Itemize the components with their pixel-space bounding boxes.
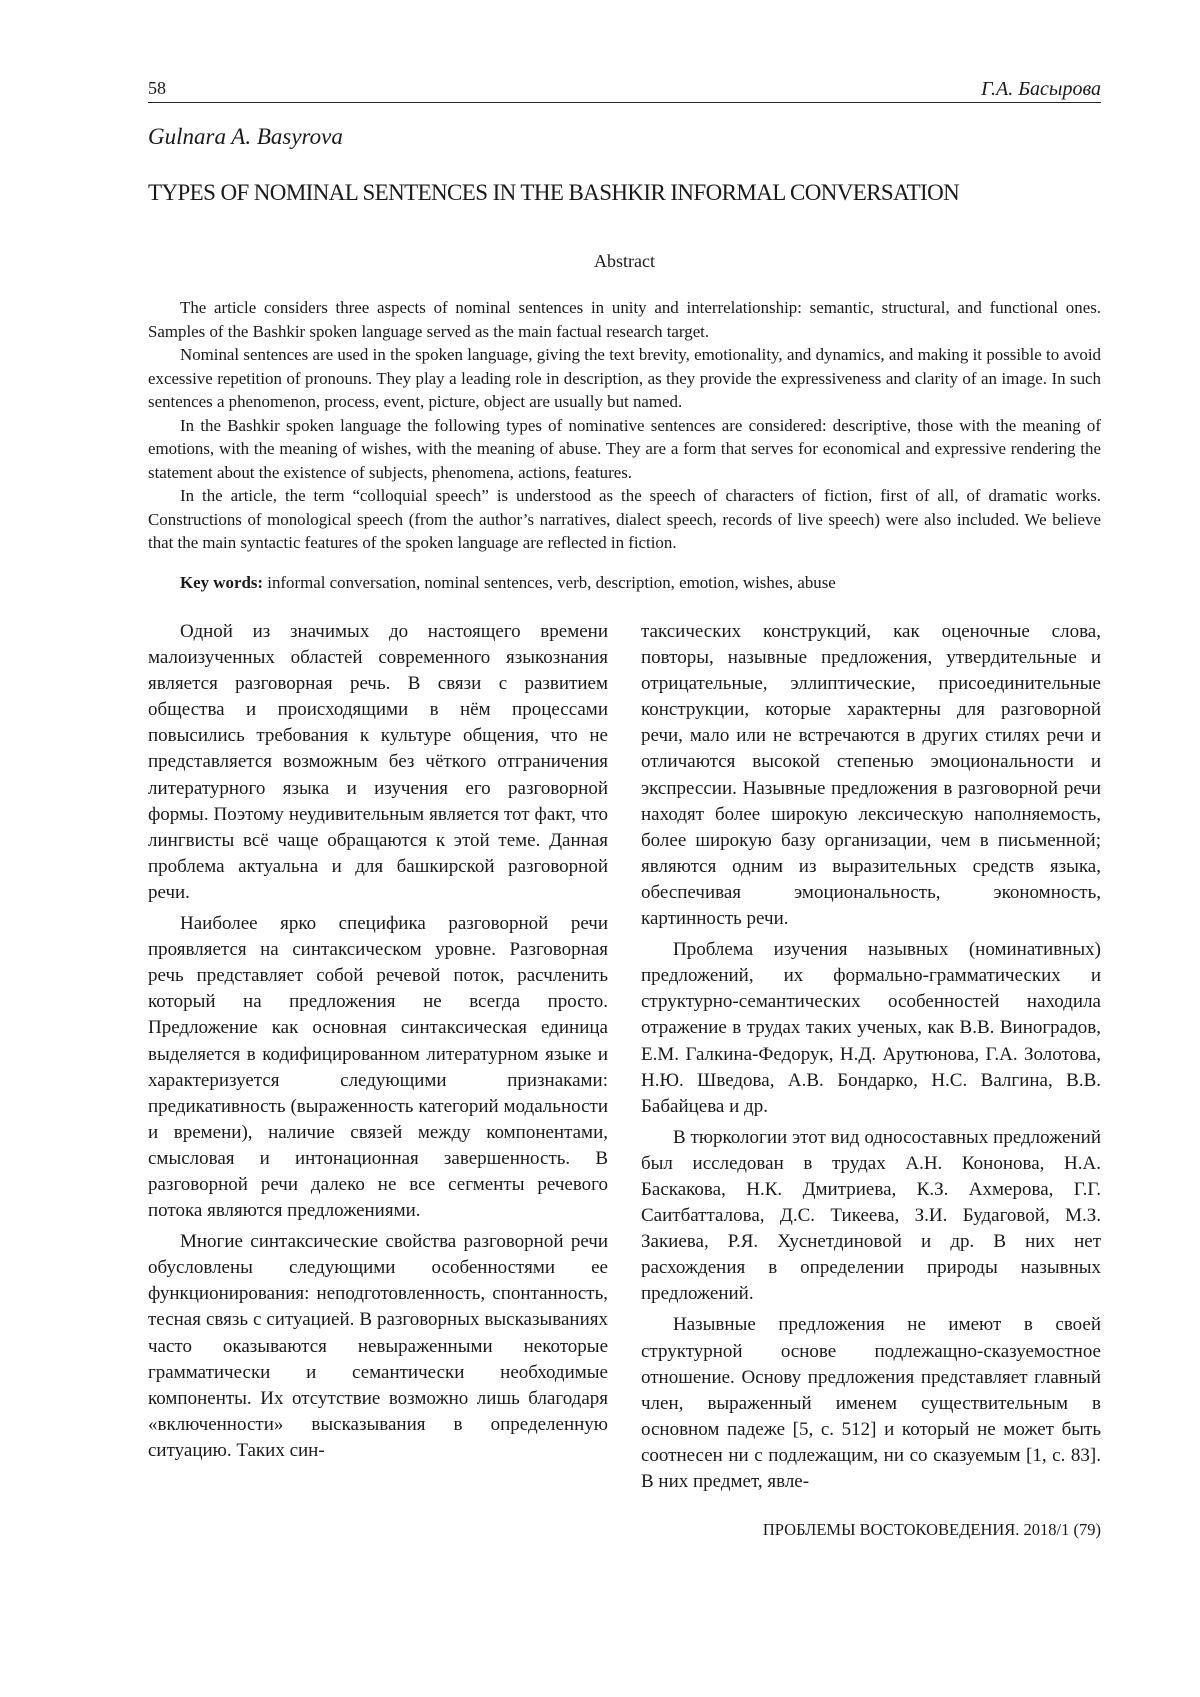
body-paragraph: Многие синтаксические свойства разговорной речи обусловлены следующими особенностями ее функционирования: неподготовленность, спонтанность, тесная связь с ситуацией. В разговорных высказываниях часто оказываются невыраженными некоторые грамматически и семантически необходимые компоненты. Их отсутствие возможно лишь благодаря «включенности» высказывания в определенную ситуацию. Таких син- [148,1231,608,1461]
body-paragraph: Наиболее ярко специфика разговорной речи проявляется на синтаксическом уровне. Разговорная речь представляет собой речевой поток, расчленить который на предложения не всегда просто. Предложение как основная синтаксическая единица выделяется в кодифицированном литературном языке и характеризуется следующими признаками: предикативность (выраженность категорий модальности и времени), наличие связей между компонентами, смысловая и интонационная завершенность. В разговорной речи далеко не все сегменты речевого потока являются предложениями. [148,913,608,1222]
abstract-heading: Abstract [594,251,655,271]
keywords [148,573,1101,593]
journal-footer: ПРОБЛЕМЫ ВОСТОКОВЕДЕНИЯ. 2018/1 (79) [762,1520,1101,1539]
abstract-paragraph: In the Bashkir spoken language the following types of nominative sentences are considered: descriptive, those with the meaning of emotions, with the meaning of wishes, with the meaning of abuse. They are a form that serves for economical and expressive rendering the statement about the existence of subjects, phenomena, actions, features. [148,415,1101,482]
journal-page [148,0,1101,1697]
keywords-label: Key words: [180,573,264,592]
body-paragraph: Одной из значимых до настоящего времени малоизученных областей современного языкознания является разговорная речь. В связи с развитием общества и происходящими в нём процессами повысились требования к культуре общения, что не представляется возможным без чёткого отграничения литературного языка и изучения его разговорной формы. Поэтому неудивительным является тот факт, что лингвисты всё чаще обращаются к этой теме. Данная проблема актуальна и для башкирской разговорной речи. [148,621,608,903]
running-author: Г.А. Басырова [981,78,1101,100]
article-author: Gulnara A. Basyrova [148,124,343,149]
page-number: 58 [148,78,166,98]
abstract-paragraph: The article considers three aspects of nominal sentences in unity and interrelationship: semantic, structural, and functional ones. Samples of the Bashkir spoken language served as the main factual research target. [148,298,1101,341]
body-paragraph: Назывные предложения не имеют в своей структурной основе подлежащно-сказуемостное отношение. Основу предложения представляет главный член, выраженный именем существительным в основном падеже [5, с. 512] и который не может быть соотнесен ни с подлежащим, ни со сказуемым [1, с. 83]. В них предмет, явле- [641,1314,1101,1492]
article-title: TYPES OF NOMINAL SENTENCES IN THE BASHKIR INFORMAL CONVERSATION [148,180,960,205]
body-paragraph-continued: таксических конструкций, как оценочные слова, повторы, назывные предложения, утвердительные и отрицательные, эллиптические, присоединительные конструкции, которые характерны для разговорной речи, мало или не встречаются в других стилях речи и отличаются высокой степенью эмоциональности и экспрессии. Назывные предложения в разговорной речи находят более широкую лексическую наполняемость, более широкую базу организации, чем в письменной; являются одним из выразительных средств языка, обеспечивая эмоциональность, экономность, картинность речи. [641,621,1101,930]
body-column-right [641,619,1101,1500]
body-column-left [148,619,608,1469]
running-head [148,78,1101,103]
keywords-text: informal conversation, nominal sentences, verb, description, emotion, wishes, abuse [267,573,836,592]
abstract-paragraph: In the article, the term “colloquial speech” is understood as the speech of characters of fiction, first of all, of dramatic works. Constructions of monological speech (from the author’s narratives, dialect speech, records of live speech) were also included. We believe that the main syntactic features of the spoken language are reflected in fiction. [148,486,1101,552]
abstract-paragraph: Nominal sentences are used in the spoken language, giving the text brevity, emotionality, and dynamics, and making it possible to avoid excessive repetition of pronouns. They play a leading role in description, as they provide the expressiveness and clarity of an image. In such sentences a phenomenon, process, event, picture, object are usually but named. [148,345,1101,411]
body-paragraph: В тюркологии этот вид односоставных предложений был исследован в трудах А.Н. Кононова, Н.А. Баскакова, Н.К. Дмитриева, К.З. Ахмерова, Г.Г. Саитбатталова, Д.С. Тикеева, З.И. Будаговой, М.З. Закиева, Р.Я. Хуснетдиновой и др. В них нет расхождения в определении природы назывных предложений. [641,1126,1101,1305]
body-paragraph: Проблема изучения назывных (номинативных) предложений, их формально-грамматических и структурно-семантических особенностей находила отражение в трудах таких ученых, как В.В. Виноградов, Е.М. Галкина-Федорук, Н.Д. Арутюнова, Г.А. Золотова, Н.Ю. Шведова, А.В. Бондарко, Н.С. Валгина, В.В. Бабайцева и др. [641,939,1101,1117]
abstract [148,296,1101,555]
